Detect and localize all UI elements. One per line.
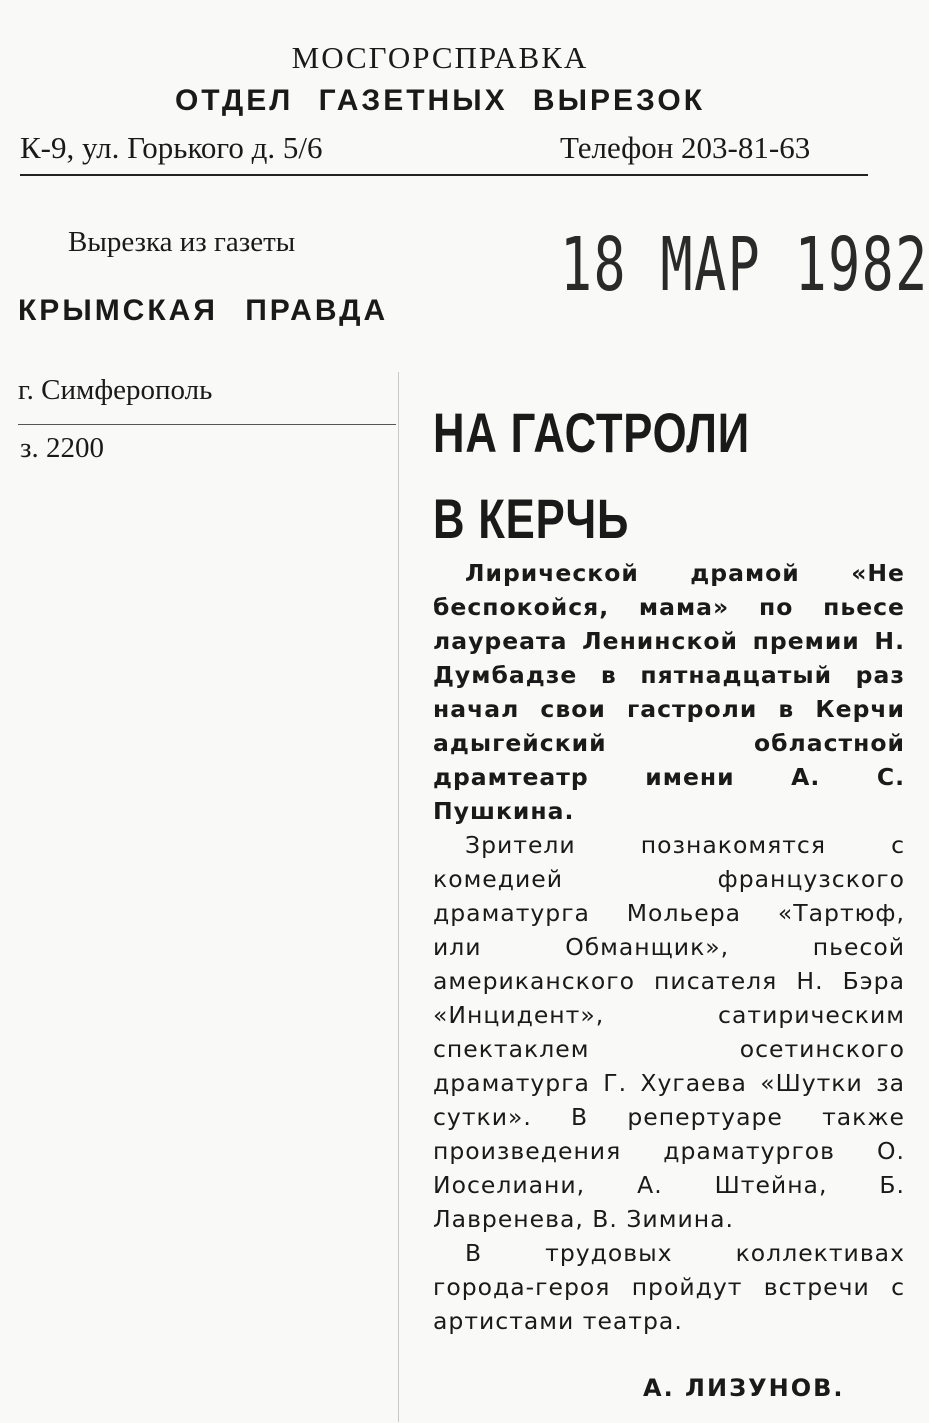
article-headline	[433, 390, 750, 562]
order-number: з. 2200	[20, 432, 104, 464]
article-body	[433, 556, 905, 1338]
article-author: А. ЛИЗУНОВ.	[643, 1374, 845, 1402]
organization-name: МОСГОРСПРАВКА	[291, 40, 589, 75]
article	[398, 372, 919, 1422]
organization-address: К-9, ул. Горького д. 5/6	[20, 130, 323, 165]
clipping-label: Вырезка из газеты	[68, 226, 296, 258]
article-paragraph: Зрители познакомятся с комедией французского драматурга Мольера «Тартюф, или Обманщик», пьесой американского писателя Н. Бэра «Инцидент», сатирическим спектаклем осетинского драматурга Г. Хугаева «Шутки за сутки». В репертуаре также произведения драматургов О. Иоселиани, А. Штейна, Б. Лавренева, В. Зимина.	[433, 831, 905, 1233]
article-paragraph-lead: Лирической драмой «Не беспокойся, мама» по пьесе лауреата Ленинской премии Н. Думбадзе в пятнадцатый раз начал свои гастроли в Керчи адыгейский областной драмтеатр имени А. С. Пушкина.	[433, 559, 905, 825]
newspaper-city: г. Симферополь	[18, 374, 213, 406]
date-stamp: 18 МАР 1982	[560, 222, 929, 308]
headline-line-2: В КЕРЧЬ	[433, 487, 630, 550]
city-divider	[18, 424, 396, 425]
header-divider	[20, 174, 868, 176]
organization-phone: Телефон 203-81-63	[560, 130, 811, 165]
article-paragraph: В трудовых коллективах города-героя пройдут встречи с артистами театра.	[433, 1239, 905, 1335]
department-name: ОТДЕЛ ГАЗЕТНЫХ ВЫРЕЗОК	[174, 84, 706, 117]
newspaper-title: КРЫМСКАЯ ПРАВДА	[18, 294, 389, 327]
headline-line-1: НА ГАСТРОЛИ	[433, 401, 750, 464]
